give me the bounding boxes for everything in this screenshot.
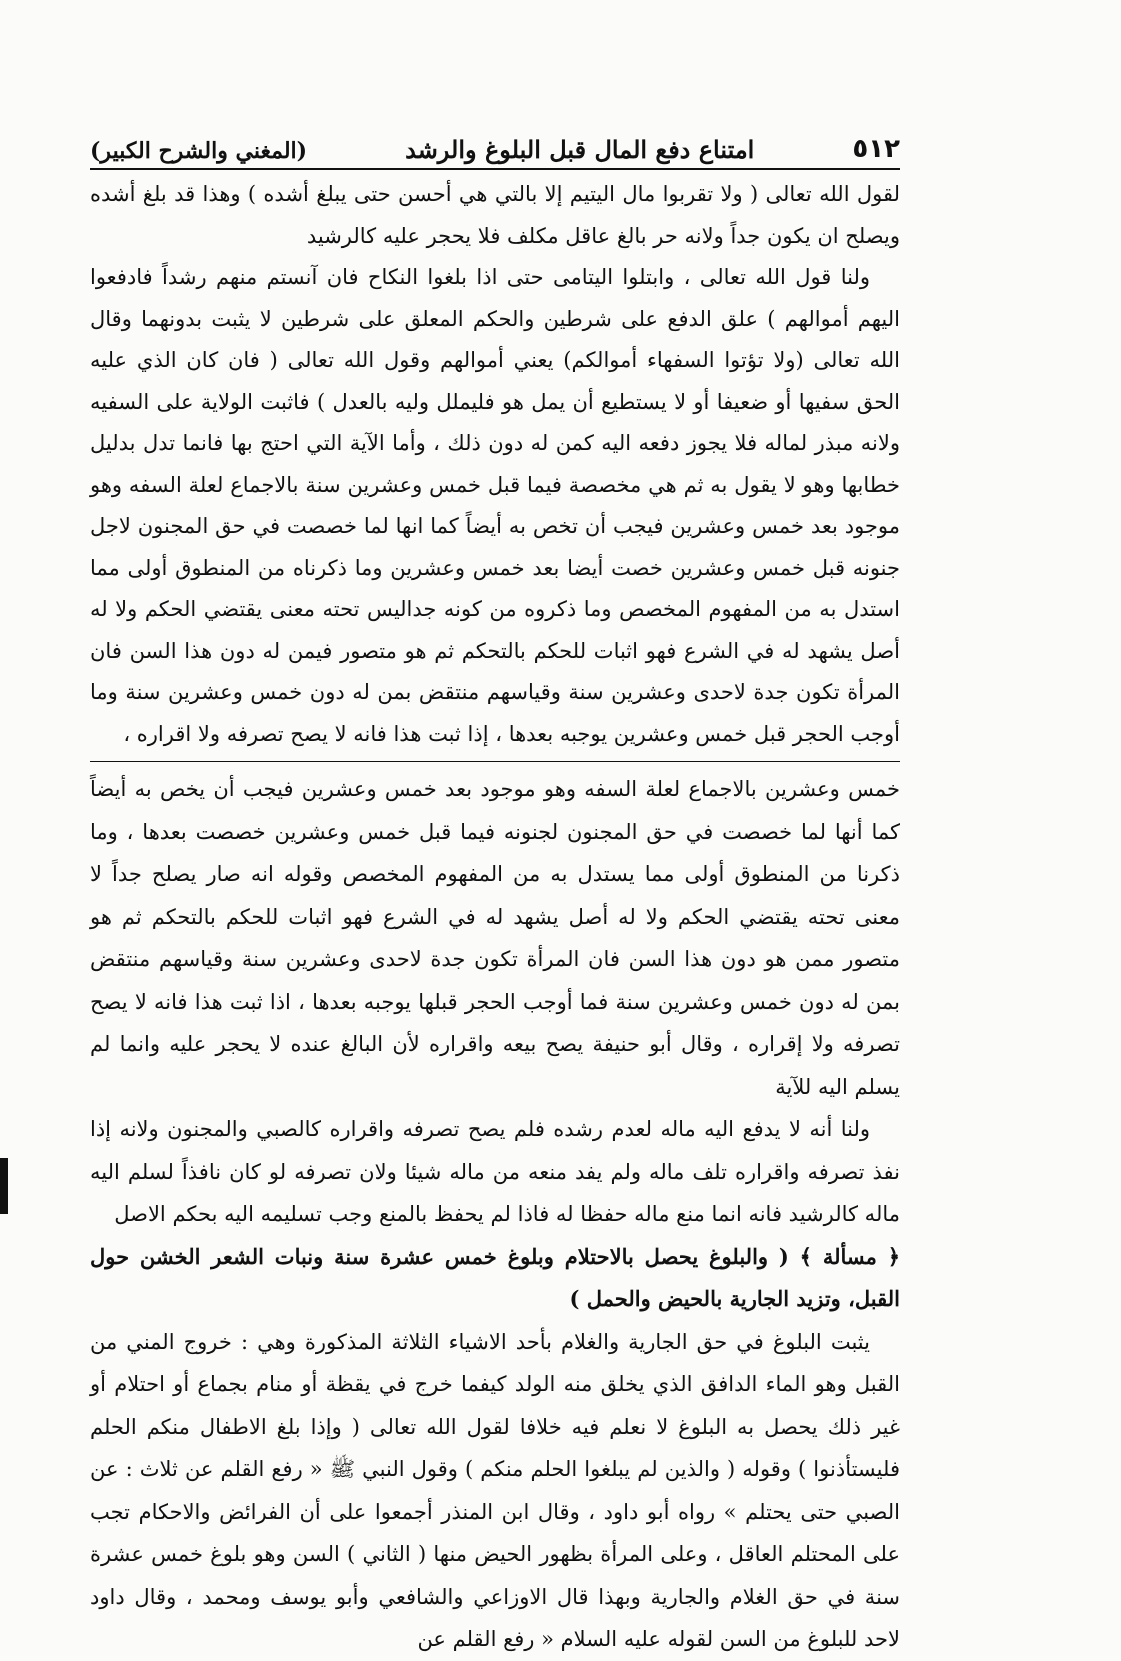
main-text-section: [90, 174, 900, 755]
paragraph: لقول الله تعالى ( ولا تقربوا مال اليتيم إلا بالتي هي أحسن حتى يبلغ أشده ) وهذا قد بلغ أشده ويصلح ان يكون جداً ولانه حر بالغ عاقل مكلف فلا يحجر عليه كالرشيد: [90, 182, 900, 248]
paragraph: ولنا قول الله تعالى ، وابتلوا اليتامى حتى اذا بلغوا النكاح فان آنستم منهم رشداً فادفعوا اليهم أموالهم ) علق الدفع على شرطين والحكم المعلق على شرطين لا يثبت بدونهما وقال الله تعالى (ولا تؤتوا السفهاء أموالكم) يعني أموالهم وقول الله تعالى ( فان كان الذي عليه الحق سفيها أو ضعيفا أو لا يستطيع أن يمل هو فليملل وليه بالعدل ) فاثبت الولاية على السفيه ولانه مبذر لماله فلا يجوز دفعه اليه كمن له دون ذلك ، وأما الآية التي احتج بها فانما تدل بدليل خطابها وهو لا يقول به ثم هي مخصصة فيما قبل خمس وعشرين سنة بالاجماع لعلة السفه وهو موجود بعد خمس وعشرين فيجب أن تخص به أيضاً كما انها لما خصصت في حق المجنون لاجل جنونه قبل خمس وعشرين خصت أيضا بعد خمس وعشرين وما ذكرناه من المنطوق أولى مما استدل به من المفهوم المخصص وما ذكروه من كونه جداليس تحته معنى يقتضي الحكم ولا له أصل يشهد له في الشرع فهو اثبات للحكم بالتحكم ثم هو متصور فيمن له دون هذا السن فان المرأة تكون جدة لاحدى وعشرين سنة وقياسهم منتقض بمن له دون خمس وعشرين سنة وما أوجب الحجر قبل خمس وعشرين يوجبه بعدها ، إذا ثبت هذا فانه لا يصح تصرفه ولا اقراره ،: [90, 265, 900, 746]
paragraph: خمس وعشرين بالاجماع لعلة السفه وهو موجود بعد خمس وعشرين فيجب أن يخص به أيضاً كما أنها لما خصصت في حق المجنون لجنونه فيما قبل خمس وعشرين خصصت بعدها ، وما ذكرنا من المنطوق أولى مما يستدل به من المفهوم المخصص وقوله انه صار يصلح جداً لا معنى تحته يقتضي الحكم ولا له أصل يشهد له في الشرع فهو اثبات للحكم بالتحكم ثم هو متصور ممن هو دون هذا السن فان المرأة تكون جدة لاحدى وعشرين سنة وقياسهم منتقض بمن له دون خمس وعشرين سنة فما أوجب الحجر قبلها يوجبه بعدها ، اذا ثبت هذا فانه لا يصح تصرفه ولا إقراره ، وقال أبو حنيفة يصح بيعه واقراره لأن البالغ عنده لا يحجر عليه وانما لم يسلم اليه للآية: [90, 777, 900, 1099]
book-page: [90, 118, 900, 1661]
section-divider: [90, 761, 900, 762]
page-header: [90, 118, 900, 170]
page-number: ٥١٢: [852, 134, 900, 164]
issue-heading: ﴿ مسألة ﴾ ( والبلوغ يحصل بالاحتلام وبلوغ خمس عشرة سنة ونبات الشعر الخشن حول القبل، وتزيد الجارية بالحيض والحمل ): [90, 1243, 900, 1311]
paragraph: ولنا أنه لا يدفع اليه ماله لعدم رشده فلم يصح تصرفه واقراره كالصبي والمجنون ولانه إذا نفذ تصرفه واقراره تلف ماله ولم يفد منعه من ماله شيئا ولان تصرفه لو كان نافذاً لسلم اليه ماله كالرشيد فانه انما منع ماله حفظا له فاذا لم يحفظ بالمنع وجب تسليمه اليه بحكم الاصل: [90, 1117, 900, 1226]
scan-margin-mark: [0, 1158, 8, 1214]
commentary-section: [90, 768, 900, 1661]
paragraph: يثبت البلوغ في حق الجارية والغلام بأحد الاشياء الثلاثة المذكورة وهي : خروج المني من القبل وهو الماء الدافق الذي يخلق منه الولد كيفما خرج في يقظة أو منام بجماع أو احتلام أو غير ذلك يحصل به البلوغ لا نعلم فيه خلافا لقول الله تعالى ( وإذا بلغ الاطفال منكم الحلم فليستأذنوا ) وقوله ( والذين لم يبلغوا الحلم منكم ) وقول النبي ﷺ « رفع القلم عن ثلاث : عن الصبي حتى يحتلم » رواه أبو داود ، وقال ابن المنذر أجمعوا على أن الفرائض والاحكام تجب على المحتلم العاقل ، وعلى المرأة بظهور الحيض منها ( الثاني ) السن وهو بلوغ خمس عشرة سنة في حق الغلام والجارية وبهذا قال الاوزاعي والشافعي وأبو يوسف ومحمد ، وقال داود لاحد للبلوغ من السن لقوله عليه السلام « رفع القلم عن: [90, 1329, 900, 1651]
running-title: امتناع دفع المال قبل البلوغ والرشد: [405, 135, 755, 164]
book-title: (المغني والشرح الكبير): [90, 138, 308, 164]
